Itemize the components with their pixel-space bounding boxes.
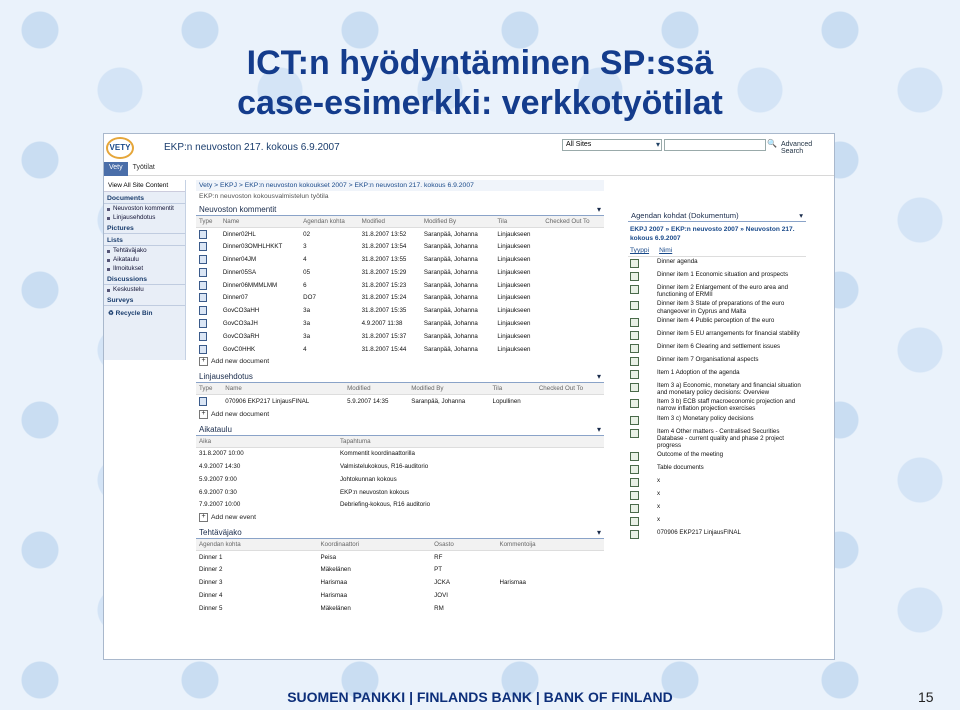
table-cell: 31.8.2007 13:54 (361, 243, 407, 251)
table-cell: 31.8.2007 15:29 (361, 268, 407, 276)
type-cell (196, 330, 220, 343)
table-cell[interactable]: Dinner03OMHLHKKT (222, 243, 283, 251)
table-cell: 3a (303, 319, 311, 327)
table-cell[interactable]: Dinner 4 (199, 592, 223, 600)
webpart-comments (196, 204, 604, 368)
vety-logo: VETY (106, 137, 134, 159)
quick-launch (104, 180, 186, 360)
table-row[interactable] (196, 498, 604, 511)
column-header[interactable]: Type (196, 383, 222, 395)
agenda-item-name[interactable]: x (657, 490, 661, 498)
table-row[interactable] (196, 266, 604, 279)
table-cell: Harismaa (320, 579, 348, 587)
table-cell: 3a (303, 332, 311, 340)
table-row[interactable] (196, 589, 604, 602)
agenda-item[interactable] (628, 476, 806, 489)
table-cell: 3a (303, 307, 311, 315)
document-icon[interactable] (630, 429, 639, 438)
slide-title-line1: ICT:n hyödyntäminen SP:ssä (246, 44, 714, 82)
webpart-title: Neuvoston kommentit (199, 205, 277, 214)
table-cell: Saranpää, Johanna (423, 281, 478, 289)
document-icon[interactable] (630, 517, 639, 526)
column-header[interactable]: Tyyppi (630, 247, 650, 254)
agenda-item[interactable] (628, 463, 806, 476)
table-cell[interactable]: 5.9.2007 9:00 (199, 475, 237, 483)
webpart-menu-icon[interactable]: ▾ (596, 205, 601, 214)
table-cell: Linjaukseen (497, 294, 531, 302)
table-cell: Saranpää, Johanna (423, 255, 478, 263)
agenda-item[interactable] (628, 427, 806, 451)
agenda-item[interactable] (628, 414, 806, 427)
table-cell: Saranpää, Johanna (423, 345, 478, 353)
column-header[interactable]: Agendan kohta (196, 539, 318, 551)
table-row[interactable] (196, 330, 604, 343)
webpart-menu-icon[interactable]: ▾ (596, 528, 601, 538)
column-header[interactable]: Name (222, 383, 344, 395)
table-cell: 4.9.2007 11:38 (361, 319, 403, 327)
site-title[interactable]: EKP:n neuvoston 217. kokous 6.9.2007 (164, 142, 340, 153)
table-cell[interactable]: Dinner04JM (222, 255, 257, 263)
agenda-item-name[interactable]: Item 1 Adoption of the agenda (657, 368, 740, 376)
document-icon[interactable] (199, 281, 207, 290)
checked-out-cell (542, 279, 604, 292)
nav-item[interactable]: Keskustelu (104, 285, 185, 294)
webpart-schedule (196, 424, 604, 524)
nav-item[interactable]: Neuvoston kommentit (104, 204, 185, 213)
advanced-search-link[interactable]: Advanced Search (781, 141, 813, 155)
agenda-breadcrumb[interactable]: EKPJ 2007 » EKP:n neuvosto 2007 » Neuvoston 217. kokous 6.9.2007 (630, 226, 795, 242)
type-cell (196, 279, 220, 292)
agenda-item[interactable] (628, 299, 806, 315)
table-cell: 31.8.2007 15:44 (361, 345, 407, 353)
document-icon[interactable] (630, 259, 639, 268)
table-cell: 31.8.2007 15:37 (361, 332, 407, 340)
type-cell (196, 343, 220, 356)
column-header[interactable]: Tila (494, 216, 542, 228)
add-document-link[interactable]: + Add new document (196, 408, 604, 421)
type-cell (196, 291, 220, 304)
schedule-table (196, 436, 604, 511)
table-cell: Linjaukseen (497, 307, 531, 315)
table-row[interactable] (196, 460, 604, 473)
agenda-item[interactable] (628, 450, 806, 463)
table-row[interactable] (196, 291, 604, 304)
document-icon[interactable] (199, 306, 207, 315)
type-cell (196, 240, 220, 253)
type-cell (196, 253, 220, 266)
column-header[interactable]: Modified By (408, 383, 489, 395)
webpart-tasks (196, 527, 604, 614)
table-cell: Saranpää, Johanna (423, 319, 478, 327)
table-cell: RF (434, 553, 443, 561)
agenda-item-name[interactable]: Dinner item 5 EU arrangements for financial stability (657, 329, 800, 337)
agenda-item-name[interactable]: Dinner item 2 Enlargement of the euro area and functioning of ERMII (657, 284, 789, 299)
search-icon[interactable]: 🔍 (767, 139, 777, 148)
table-cell[interactable]: 31.8.2007 10:00 (199, 450, 244, 458)
table-cell: 02 (303, 230, 311, 238)
comments-table (196, 216, 604, 355)
document-icon[interactable] (199, 242, 207, 251)
table-cell: Saranpää, Johanna (423, 332, 478, 340)
checked-out-cell (542, 240, 604, 253)
column-header[interactable]: Nimi (659, 247, 673, 254)
table-cell: 4 (303, 255, 307, 263)
column-header[interactable]: Tila (490, 383, 536, 395)
table-cell[interactable]: GovC0HHK (222, 345, 256, 353)
document-icon[interactable] (630, 357, 639, 366)
recycle-bin-label: Recycle Bin (115, 310, 153, 317)
table-cell (496, 551, 604, 564)
top-bar (104, 134, 834, 176)
checked-out-cell (542, 266, 604, 279)
add-document-link[interactable]: + Add new document (196, 355, 604, 368)
table-cell[interactable]: 6.9.2007 0:30 (199, 488, 237, 496)
table-cell: EKP:n neuvoston kokous (339, 488, 410, 496)
agenda-item-name[interactable]: Dinner item 1 Economic situation and prospects (657, 271, 789, 278)
table-cell: PT (434, 566, 443, 574)
nav-item[interactable]: Ilmoitukset (104, 264, 185, 273)
proposal-table (196, 383, 604, 407)
table-cell: 31.8.2007 13:52 (361, 230, 407, 238)
table-cell (496, 602, 604, 615)
document-icon[interactable] (630, 272, 639, 281)
search-scope-select[interactable]: All Sites ▾ (562, 139, 662, 151)
table-row[interactable] (196, 279, 604, 292)
column-header[interactable]: Checked Out To (542, 216, 604, 228)
document-icon[interactable] (630, 465, 639, 474)
table-cell: Linjaukseen (497, 230, 531, 238)
column-header[interactable]: Name (220, 216, 300, 228)
table-cell (496, 589, 604, 602)
type-cell (196, 266, 220, 279)
document-icon[interactable] (630, 478, 639, 487)
type-cell (196, 228, 220, 241)
webpart-title: Agendan kohdat (Dokumentum) (631, 211, 739, 220)
table-cell[interactable]: Dinner 2 (199, 566, 223, 574)
page-number: 15 (918, 689, 934, 705)
table-cell: RM (434, 604, 444, 612)
column-header[interactable]: Checked Out To (536, 383, 604, 395)
page-subtitle: EKP:n neuvoston kokousvalmistelun työtila (199, 193, 329, 200)
agenda-item[interactable] (628, 342, 806, 355)
agenda-item[interactable] (628, 257, 806, 270)
table-cell: 4 (303, 345, 307, 353)
sharepoint-screenshot (103, 133, 835, 660)
checked-out-cell (542, 343, 604, 356)
table-cell[interactable]: 4.9.2007 14:30 (199, 462, 241, 470)
document-icon[interactable] (630, 504, 639, 513)
document-icon[interactable] (199, 230, 207, 239)
table-cell: 31.8.2007 13:55 (361, 255, 407, 263)
table-row[interactable] (196, 304, 604, 317)
agenda-list (628, 257, 806, 541)
table-cell: Linjaukseen (497, 345, 531, 353)
main-content (196, 180, 604, 615)
table-cell: Linjaukseen (497, 332, 531, 340)
table-row[interactable] (196, 395, 604, 408)
agenda-item[interactable] (628, 316, 806, 329)
nav-heading-surveys[interactable]: Surveys (104, 294, 185, 306)
webpart-title: Tehtäväjako (199, 528, 242, 538)
document-icon[interactable] (199, 332, 207, 341)
nav-item[interactable]: Aikataulu (104, 255, 185, 264)
table-cell[interactable]: 7.9.2007 10:00 (199, 501, 241, 509)
webpart-proposal (196, 371, 604, 420)
agenda-item[interactable] (628, 381, 806, 397)
document-icon[interactable] (199, 293, 207, 302)
agenda-item[interactable] (628, 397, 806, 413)
agenda-webpart (628, 210, 806, 541)
document-icon[interactable] (630, 344, 639, 353)
column-header[interactable]: Tapahtuma (337, 436, 604, 448)
column-header[interactable]: Aika (196, 436, 337, 448)
table-row[interactable] (196, 317, 604, 330)
table-cell: Saranpää, Johanna (423, 294, 478, 302)
table-cell: Saranpää, Johanna (423, 268, 478, 276)
table-cell[interactable]: 070906 EKP217 LinjausFINAL (225, 398, 310, 406)
webpart-menu-icon[interactable]: ▾ (596, 424, 601, 434)
tasks-table (196, 539, 604, 614)
webpart-menu-icon[interactable]: ▾ (596, 372, 601, 382)
document-icon[interactable] (630, 491, 639, 500)
table-cell: Saranpää, Johanna (423, 307, 478, 315)
agenda-item[interactable] (628, 283, 806, 299)
agenda-item-name[interactable]: Table documents (657, 464, 704, 472)
nav-heading-pictures[interactable]: Pictures (104, 222, 185, 234)
agenda-item-name[interactable]: 070906 EKP217 LinjausFINAL (657, 529, 741, 537)
agenda-item-name[interactable]: x (657, 477, 661, 485)
column-header[interactable]: Modified By (421, 216, 495, 228)
table-cell: Harismaa (320, 592, 348, 600)
table-cell: 31.8.2007 15:24 (361, 294, 407, 302)
table-cell: Saranpää, Johanna (423, 230, 478, 238)
table-cell[interactable]: Dinner05SA (222, 268, 257, 276)
top-tabs (104, 162, 160, 176)
nav-item[interactable]: Linjausehdotus (104, 213, 185, 222)
agenda-item-name[interactable]: Dinner item 6 Clearing and settlement issues (657, 342, 781, 350)
column-header[interactable]: Kommentoija (496, 539, 604, 551)
column-header[interactable]: Agendan kohta (300, 216, 358, 228)
nav-heading-lists[interactable]: Lists (104, 234, 185, 246)
table-cell[interactable]: Dinner 1 (199, 553, 223, 561)
table-cell[interactable]: Dinner 3 (199, 579, 223, 587)
table-cell: Mäkelänen (320, 566, 351, 574)
table-cell: Mäkelänen (320, 604, 351, 612)
add-event-link[interactable]: + Add new event (196, 511, 604, 524)
type-cell (196, 304, 220, 317)
table-cell: Linjaukseen (497, 319, 531, 327)
table-cell: DO7 (303, 294, 316, 302)
agenda-item-name[interactable]: Item 4 Other matters - Centralised Securities Database - current quality and phase 2 project progress (657, 427, 784, 450)
nav-heading-discussions[interactable]: Discussions (104, 273, 185, 285)
agenda-item[interactable] (628, 489, 806, 502)
agenda-item-name[interactable]: Dinner item 4 Public perception of the euro (657, 316, 775, 324)
agenda-item[interactable] (628, 368, 806, 381)
document-icon[interactable] (630, 399, 639, 408)
table-cell: Harismaa (499, 579, 526, 587)
agenda-item-name[interactable]: Item 3 c) Monetary policy decisions (657, 414, 754, 422)
recycle-bin-link[interactable]: ♻ Recycle Bin (108, 310, 153, 317)
table-row[interactable] (196, 551, 604, 564)
table-cell: Saranpää, Johanna (423, 243, 478, 251)
table-row[interactable] (196, 253, 604, 266)
document-icon[interactable] (630, 301, 639, 310)
agenda-item[interactable] (628, 528, 806, 541)
table-cell[interactable]: Dinner07 (222, 294, 248, 302)
document-icon[interactable] (199, 345, 207, 354)
agenda-item-name[interactable]: Item 3 b) ECB staff macroeconomic projection and narrow inflation projection exercises (657, 398, 796, 413)
column-header[interactable]: Modified (359, 216, 421, 228)
column-header[interactable]: Type (196, 216, 220, 228)
table-cell: Linjaukseen (497, 281, 531, 289)
webpart-title: Linjausehdotus (199, 372, 253, 382)
checked-out-cell (542, 330, 604, 343)
table-row[interactable] (196, 576, 604, 589)
table-cell[interactable]: GovCO3aRH (222, 332, 260, 340)
checked-out-cell (536, 395, 604, 408)
agenda-item[interactable] (628, 270, 806, 283)
slide-footer: SUOMEN PANKKI | FINLANDS BANK | BANK OF FINLAND (287, 689, 673, 705)
column-header[interactable]: Osasto (431, 539, 496, 551)
document-icon[interactable] (630, 530, 639, 539)
agenda-item-name[interactable]: x (657, 503, 661, 511)
agenda-item-name[interactable]: Dinner item 7 Organisational aspects (657, 355, 759, 363)
agenda-item[interactable] (628, 355, 806, 368)
breadcrumb[interactable]: Vety > EKPJ > EKP:n neuvoston kokoukset 2007 > EKP:n neuvoston 217. kokous 6.9.2007 (196, 180, 604, 191)
table-cell: 6 (303, 281, 307, 289)
view-all-link[interactable]: View All Site Content (104, 180, 185, 192)
webpart-menu-icon[interactable]: ▾ (799, 211, 803, 220)
agenda-item-name[interactable]: x (657, 516, 661, 524)
document-icon[interactable] (630, 318, 639, 327)
table-cell: 5.9.2007 14:35 (347, 398, 389, 406)
table-cell: Linjaukseen (497, 255, 531, 263)
table-cell[interactable]: Dinner06MMMLMM (222, 281, 278, 289)
table-cell[interactable]: GovCO3aJH (222, 319, 258, 327)
checked-out-cell (542, 317, 604, 330)
document-icon[interactable] (630, 331, 639, 340)
agenda-item[interactable] (628, 329, 806, 342)
table-row[interactable] (196, 447, 604, 460)
table-cell: Kommentit koordinaattorilla (339, 450, 415, 458)
table-row[interactable] (196, 343, 604, 356)
document-icon[interactable] (630, 370, 639, 379)
table-cell: Johtokunnan kokous (339, 475, 397, 483)
agenda-item-name[interactable]: Outcome of the meeting (657, 451, 724, 459)
table-cell: 31.8.2007 15:23 (361, 281, 407, 289)
table-cell: 3 (303, 243, 307, 251)
document-icon[interactable] (630, 383, 639, 392)
webpart-title: Aikataulu (199, 424, 232, 434)
slide-title-line2: case-esimerkki: verkkotyötilat (237, 84, 723, 122)
checked-out-cell (542, 304, 604, 317)
table-cell[interactable]: Dinner 5 (199, 604, 223, 612)
document-icon[interactable] (630, 416, 639, 425)
table-cell: 05 (303, 268, 311, 276)
document-icon[interactable] (199, 268, 207, 277)
table-cell[interactable]: Dinner02HL (222, 230, 256, 238)
table-cell: 31.8.2007 15:35 (361, 307, 407, 315)
checked-out-cell (542, 291, 604, 304)
document-icon[interactable] (630, 285, 639, 294)
table-row[interactable] (196, 564, 604, 577)
type-cell (196, 317, 220, 330)
table-cell: Linjaukseen (497, 268, 531, 276)
agenda-item[interactable] (628, 515, 806, 528)
table-cell: Lopullinen (492, 398, 521, 406)
type-cell (196, 395, 222, 408)
checked-out-cell (542, 253, 604, 266)
agenda-item-name[interactable]: Dinner item 3 State of preparations of the euro changeover in Cyprus and Malta (657, 300, 785, 315)
table-row[interactable] (196, 240, 604, 253)
table-cell: Saranpää, Johanna (411, 398, 466, 406)
search-input[interactable] (664, 139, 766, 151)
table-cell[interactable]: GovCO3aHH (222, 307, 260, 315)
table-cell: JCKA (434, 579, 450, 587)
table-cell: Peisa (320, 553, 337, 561)
document-icon[interactable] (199, 255, 207, 264)
table-cell: JOVI (434, 592, 448, 600)
agenda-item-name[interactable]: Dinner agenda (657, 258, 698, 265)
nav-heading-documents[interactable]: Documents (104, 192, 185, 204)
agenda-item[interactable] (628, 502, 806, 515)
tab-tyotilat[interactable]: Työtilat (132, 164, 155, 171)
table-row[interactable] (196, 486, 604, 499)
checked-out-cell (542, 228, 604, 241)
table-cell: Debriefing-kokous, R16 auditorio (339, 501, 431, 509)
agenda-column-headers (628, 245, 806, 257)
column-header[interactable]: Modified (344, 383, 408, 395)
table-row[interactable] (196, 228, 604, 241)
table-cell: Valmistelukokous, R16-auditorio (339, 462, 429, 470)
nav-item[interactable]: Tehtäväjako (104, 246, 185, 255)
table-cell (496, 564, 604, 577)
table-cell: Linjaukseen (497, 243, 531, 251)
table-row[interactable] (196, 602, 604, 615)
document-icon[interactable] (199, 397, 207, 406)
document-icon[interactable] (199, 319, 207, 328)
table-row[interactable] (196, 473, 604, 486)
column-header[interactable]: Koordinaattori (318, 539, 432, 551)
document-icon[interactable] (630, 452, 639, 461)
tab-vety[interactable]: Vety (104, 162, 128, 176)
agenda-item-name[interactable]: Item 3 a) Economic, monetary and financial situation and monetary policy decisions: Overview (657, 381, 801, 397)
